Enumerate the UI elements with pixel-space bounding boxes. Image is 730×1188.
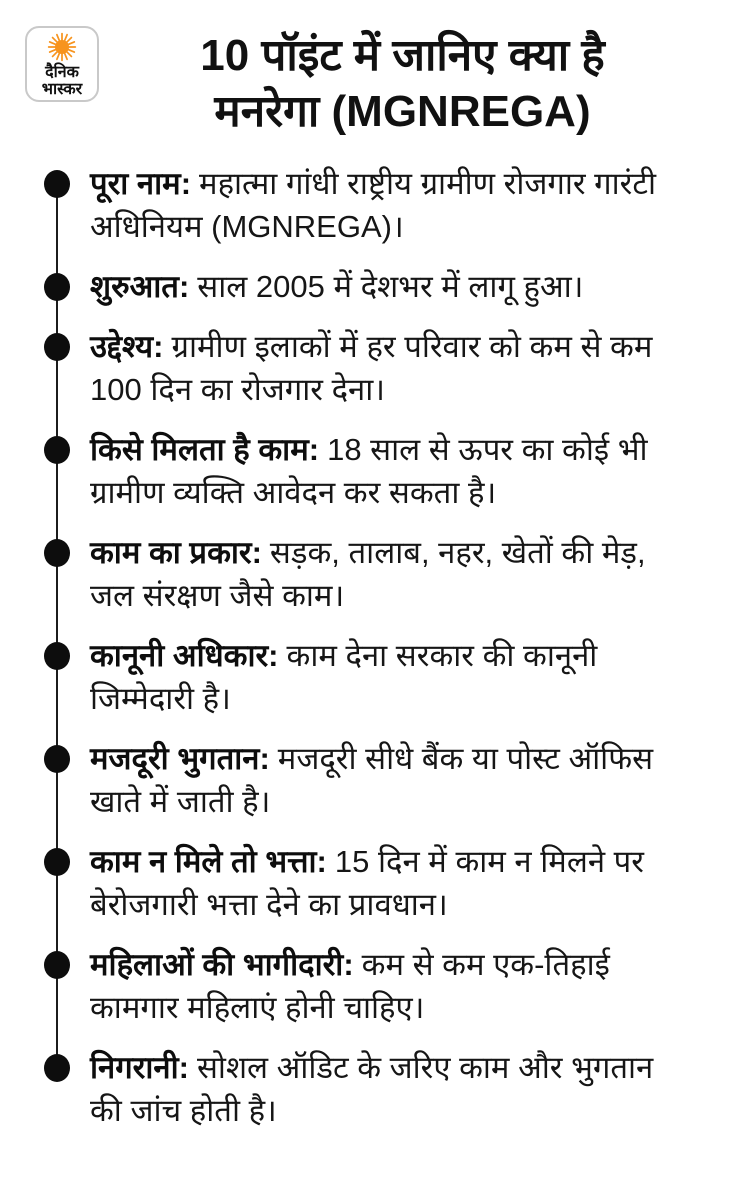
list-item <box>0 265 730 325</box>
bullet-icon <box>44 539 70 567</box>
point-text: कम से कम एक-तिहाई कामगार महिलाएं होनी चाहिए। <box>90 947 610 1025</box>
bullet-icon <box>44 1054 70 1082</box>
logo-name-line2: भास्कर <box>41 80 83 98</box>
bullet-icon <box>44 745 70 773</box>
point-text: महात्मा गांधी राष्ट्रीय ग्रामीण रोजगार गारंटी अधिनियम (MGNREGA)। <box>90 166 656 244</box>
bullet-icon <box>44 273 70 301</box>
header <box>0 0 730 148</box>
point-label: कानूनी अधिकार: <box>90 638 279 673</box>
point-text: सोशल ऑडिट के जरिए काम और भुगतान की जांच होती है। <box>90 1050 654 1128</box>
bullet-icon <box>44 848 70 876</box>
point-label: पूरा नाम: <box>90 166 192 201</box>
list-item <box>0 531 730 634</box>
point-text: साल 2005 में देशभर में लागू हुआ। <box>197 269 584 304</box>
bullet-icon <box>44 642 70 670</box>
point-label: उद्देश्य: <box>90 329 164 364</box>
list-item <box>0 1046 730 1132</box>
point-label: मजदूरी भुगतान: <box>90 741 270 776</box>
sun-icon <box>46 31 78 63</box>
page-title-line2: मनरेगा (MGNREGA) <box>214 87 591 136</box>
list-item <box>0 634 730 737</box>
logo-name-line1: दैनिक <box>45 63 79 81</box>
point-text: काम देना सरकार की कानूनी जिम्मेदारी है। <box>90 638 598 716</box>
list-item <box>0 943 730 1046</box>
bullet-icon <box>44 436 70 464</box>
point-text: ग्रामीण इलाकों में हर परिवार को कम से कम 100 दिन का रोजगार देना। <box>90 329 653 407</box>
list-item <box>0 162 730 265</box>
point-label: काम का प्रकार: <box>90 535 262 570</box>
page-title-line1: 10 पॉइंट में जानिए क्या है <box>200 31 605 80</box>
bullet-icon <box>44 333 70 361</box>
point-label: महिलाओं की भागीदारी: <box>90 947 354 982</box>
point-text: मजदूरी सीधे बैंक या पोस्ट ऑफिस खाते में जाती है। <box>90 741 654 819</box>
list-item <box>0 840 730 943</box>
points-list <box>0 162 730 1132</box>
page-title <box>99 24 700 140</box>
point-text: सड़क, तालाब, नहर, खेतों की मेड़, जल संरक्षण जैसे काम। <box>90 535 646 613</box>
point-text: 18 साल से ऊपर का कोई भी ग्रामीण व्यक्ति आवेदन कर सकता है। <box>90 432 648 510</box>
list-item <box>0 428 730 531</box>
list-item <box>0 737 730 840</box>
bullet-icon <box>44 170 70 198</box>
point-label: काम न मिले तो भत्ता: <box>90 844 327 879</box>
dainik-bhaskar-logo <box>25 26 99 102</box>
list-item <box>0 325 730 428</box>
point-label: शुरुआत: <box>90 269 190 304</box>
point-label: किसे मिलता है काम: <box>90 432 320 467</box>
bullet-icon <box>44 951 70 979</box>
point-label: निगरानी: <box>90 1050 189 1085</box>
point-text: 15 दिन में काम न मिलने पर बेरोजगारी भत्ता देने का प्रावधान। <box>90 844 644 922</box>
